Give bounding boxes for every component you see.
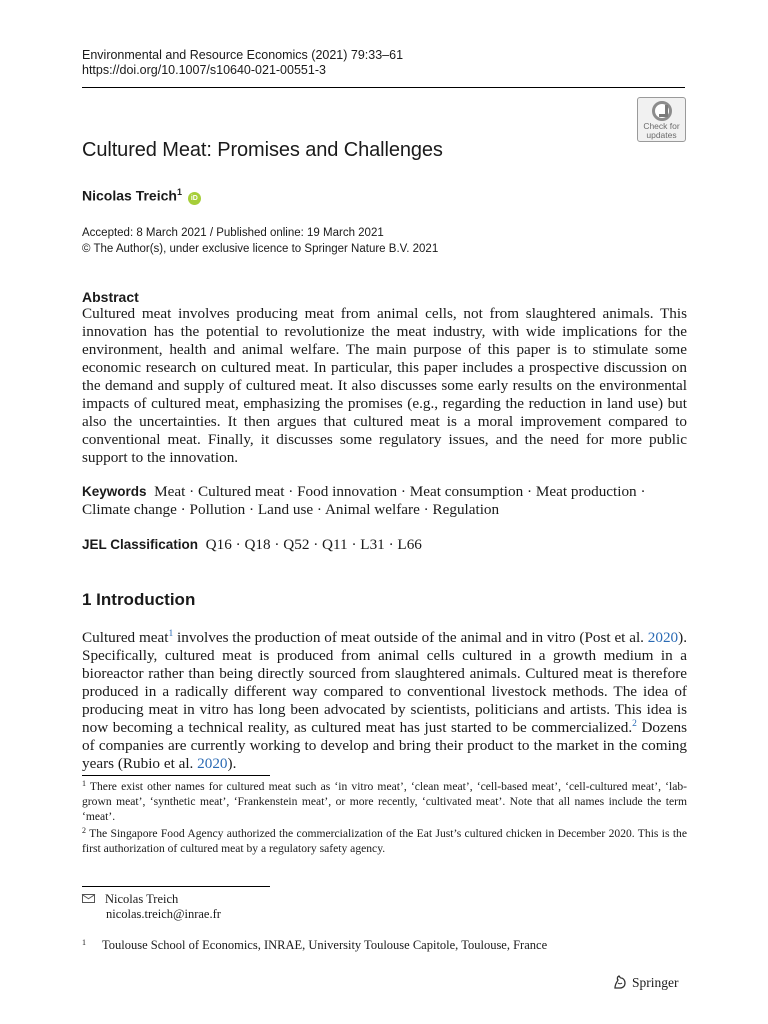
- doi-link[interactable]: https://doi.org/10.1007/s10640-021-00551-3: [82, 63, 326, 77]
- section-heading-introduction: 1 Introduction: [82, 590, 196, 609]
- copyright-line: © The Author(s), under exclusive licence to Springer Nature B.V. 2021: [82, 243, 439, 255]
- publication-dates: [82, 225, 438, 257]
- article-title: Cultured Meat: Promises and Challenges: [82, 139, 443, 161]
- corresponding-author: [82, 892, 221, 922]
- springer-horse-icon: [612, 974, 628, 990]
- citation-link[interactable]: 2020: [647, 629, 679, 646]
- intro-text: ). Specifically, cultured meat is produced from animal cells cultured in a growth medium in a bioreactor rather than being directly sourced from slaughtered animals. Cultured meat is therefore produced in a radically different way compared to conventional livestock methods. The idea of producing meat in vitro has long been advocated by scientists, politicians and artists. This idea is now becoming a technical reality, as cultured meat has just started to be commercialized.: [82, 629, 687, 736]
- jel-block: [82, 536, 422, 554]
- journal-citation: Environmental and Resource Economics (2021) 79:33–61: [82, 48, 404, 62]
- keywords-label: Keywords: [82, 484, 147, 499]
- envelope-icon: [82, 894, 95, 903]
- abstract-text: Cultured meat involves producing meat from animal cells, not from slaughtered animals. This innovation has the potential to revolutionize the meat industry, with wide implications for the environment, health and animal welfare. The main purpose of this paper is to stimulate some economic research on cultured meat. In particular, this paper includes a prospective discussion on the demand and supply of cultured meat. It also discusses some early results on the environmental impacts of cultured meat, emphasizing the promises (e.g., regarding the reduction in land use) but also the uncertainties. It then argues that cultured meat is a moral improvement compared to conventional meat. Finally, it discusses some regulatory issues, and the need for more public support to the innovation.: [82, 305, 687, 466]
- contact-name: Nicolas Treich: [105, 892, 179, 906]
- contact-divider: [82, 886, 270, 887]
- intro-text: Cultured meat: [82, 629, 169, 646]
- journal-header: [82, 48, 403, 78]
- author-affiliation-marker: 1: [176, 187, 182, 197]
- abstract-heading: Abstract: [82, 289, 139, 305]
- intro-text: involves the production of meat outside of the animal and in vitro (Post et al.: [173, 629, 648, 646]
- footnotes: [82, 779, 687, 858]
- footnote-2: [82, 826, 687, 856]
- introduction-paragraph: [82, 629, 687, 773]
- jel-codes: Q16 · Q18 · Q52 · Q11 · L31 · L66: [205, 536, 422, 553]
- footnote-ref-2[interactable]: 2: [632, 719, 637, 729]
- check-badge-label-1: Check for: [643, 121, 680, 131]
- citation-link[interactable]: 2020: [197, 755, 228, 772]
- footnote-1: [82, 779, 687, 824]
- keywords-list: Meat · Cultured meat · Food innovation · Meat consumption · Meat production · Climate change · Pollution · Land use · Animal welfare · Regulation: [82, 483, 646, 518]
- check-for-updates-badge[interactable]: [637, 97, 686, 142]
- check-circle-icon: [652, 101, 672, 121]
- intro-text: Dozens of companies are currently working to develop and bring their product to the market in the coming years (Rubio et al.: [82, 719, 687, 772]
- keywords-block: [82, 483, 687, 519]
- footnote-marker: 1: [82, 779, 86, 788]
- author-name[interactable]: Nicolas Treich: [82, 187, 177, 204]
- publisher-name: Springer: [632, 975, 679, 990]
- jel-label: JEL Classification: [82, 537, 199, 552]
- footnote-text: The Singapore Food Agency authorized the commercialization of the Eat Just’s cultured chicken in December 2020. This is the first authorization of cultured meat by a regulatory safety agency.: [82, 827, 687, 855]
- footnote-divider: [82, 775, 270, 776]
- accepted-published-line: Accepted: 8 March 2021 / Published online: 19 March 2021: [82, 227, 384, 239]
- affiliation-marker: 1: [82, 938, 86, 947]
- header-divider: [82, 87, 685, 88]
- footnote-text: There exist other names for cultured meat such as ‘in vitro meat’, ‘clean meat’, ‘cell-based meat’, ‘cell-cultured meat’, ‘lab-grown meat’, ‘synthetic meat’, ‘Frankenstein meat’, or more recently, ‘cultivated meat’. Note that all names include the term ‘meat’.: [82, 780, 687, 823]
- orcid-icon[interactable]: iD: [188, 192, 201, 205]
- footnote-marker: 2: [82, 826, 86, 835]
- intro-text: ).: [227, 755, 237, 772]
- affiliation: [82, 935, 547, 953]
- check-badge-label-2: updates: [646, 130, 677, 140]
- contact-email[interactable]: nicolas.treich@inrae.fr: [106, 907, 221, 921]
- publisher-logo: [612, 974, 679, 991]
- author-line: [82, 187, 201, 205]
- footnote-ref-1[interactable]: 1: [168, 629, 174, 639]
- affiliation-text: Toulouse School of Economics, INRAE, University Toulouse Capitole, Toulouse, France: [102, 938, 548, 952]
